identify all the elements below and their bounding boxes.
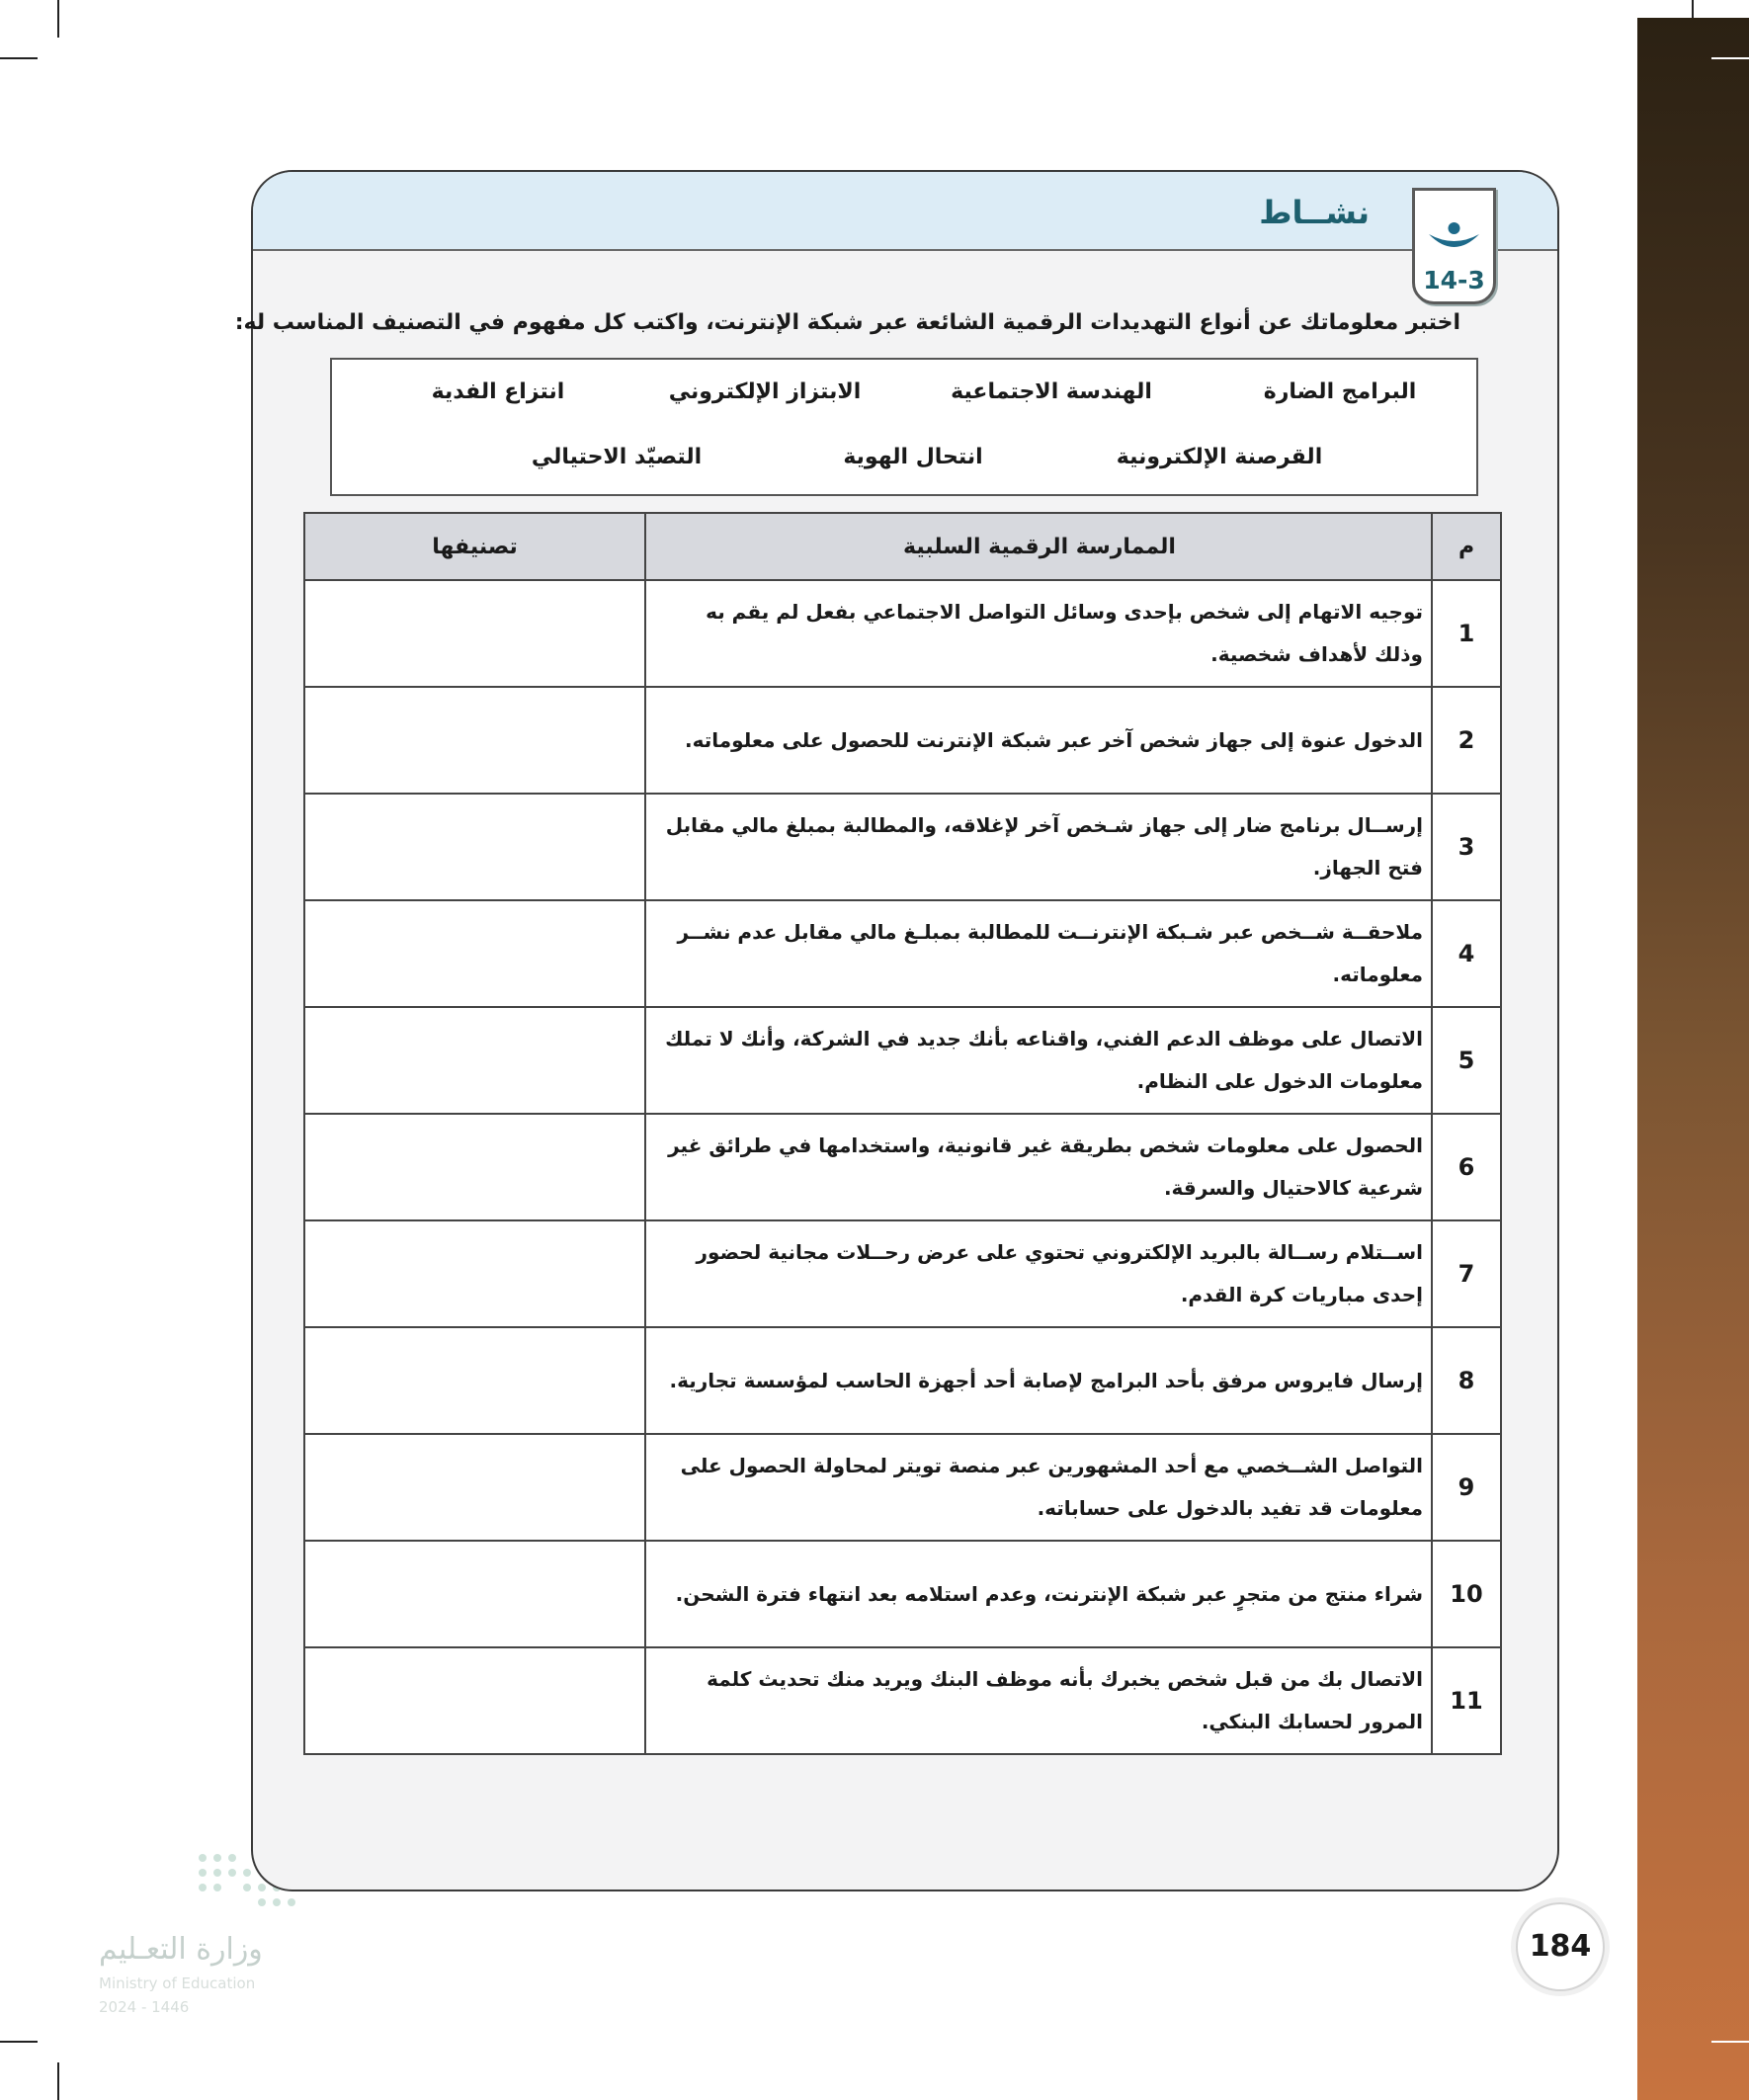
row-practice: توجيه الاتهام إلى شخص بإحدى وسائل التواصل الاجتماعي بفعل لم يقم به وذلك لأهداف شخصية. <box>645 580 1432 687</box>
table-row <box>304 794 1501 900</box>
row-number: 10 <box>1432 1541 1501 1647</box>
row-classification-cell[interactable] <box>304 1007 645 1114</box>
activity-header <box>253 172 1557 251</box>
term-item: الهندسة الاجتماعية <box>951 379 1152 404</box>
crop-mark <box>57 2062 59 2100</box>
crop-mark <box>0 2041 38 2043</box>
row-practice: إرســال برنامج ضار إلى جهاز شـخص آخر لإغلاقه، والمطالبة بمبلغ مالي مقابل فتح الجهاز. <box>645 794 1432 900</box>
term-item: انتزاع الفدية <box>431 379 565 404</box>
table-row <box>304 900 1501 1007</box>
row-classification-cell[interactable] <box>304 1541 645 1647</box>
row-number: 7 <box>1432 1220 1501 1327</box>
row-classification-cell[interactable] <box>304 900 645 1007</box>
row-practice: ملاحقــة شــخص عبر شـبكة الإنترنــت للمطالبة بمبلـغ مالي مقابل عدم نشــر معلوماته. <box>645 900 1432 1007</box>
row-practice: اســتلام رســالة بالبريد الإلكتروني تحتوي على عرض رحــلات مجانية لحضور إحدى مباريات كرة القدم. <box>645 1220 1432 1327</box>
row-number: 3 <box>1432 794 1501 900</box>
crop-mark <box>1711 2041 1749 2043</box>
term-item: انتحال الهوية <box>843 445 983 469</box>
row-classification-cell[interactable] <box>304 1647 645 1754</box>
activity-number: 14-3 <box>1423 266 1485 294</box>
activity-instruction: اختبر معلوماتك عن أنواع التهديدات الرقمية الشائعة عبر شبكة الإنترنت، واكتب كل مفهوم في التصنيف المناسب له: <box>234 310 1460 335</box>
row-number: 2 <box>1432 687 1501 794</box>
header-practice: الممارسة الرقمية السلبية <box>645 513 1432 580</box>
activity-badge <box>1412 188 1496 304</box>
table-row <box>304 1007 1501 1114</box>
term-item: القرصنة الإلكترونية <box>1116 445 1323 469</box>
decorative-side-strip <box>1637 18 1749 2100</box>
row-number: 1 <box>1432 580 1501 687</box>
row-number: 8 <box>1432 1327 1501 1434</box>
crop-mark <box>57 0 59 38</box>
page-number: 184 <box>1516 1902 1605 1991</box>
row-number: 4 <box>1432 900 1501 1007</box>
watermark-year: 2024 - 1446 <box>99 1998 190 2016</box>
row-classification-cell[interactable] <box>304 1434 645 1541</box>
header-num: م <box>1432 513 1501 580</box>
row-classification-cell[interactable] <box>304 687 645 794</box>
term-item: الابتزاز الإلكتروني <box>668 379 862 404</box>
crop-mark <box>1711 57 1749 59</box>
term-item: البرامج الضارة <box>1263 379 1417 404</box>
table-row <box>304 1434 1501 1541</box>
row-number: 11 <box>1432 1647 1501 1754</box>
row-practice: الدخول عنوة إلى جهاز شخص آخر عبر شبكة الإنترنت للحصول على معلوماته. <box>645 687 1432 794</box>
row-number: 5 <box>1432 1007 1501 1114</box>
activity-title: نشــاط <box>1259 194 1370 231</box>
table-row <box>304 1327 1501 1434</box>
row-practice: الحصول على معلومات شخص بطريقة غير قانونية، واستخدامها في طرائق غير شرعية كالاحتيال والسرقة. <box>645 1114 1432 1220</box>
term-item: التصيّد الاحتيالي <box>531 445 703 469</box>
table-row <box>304 1220 1501 1327</box>
table-row <box>304 1114 1501 1220</box>
row-practice: الاتصال على موظف الدعم الفني، واقناعه بأنك جديد في الشركة، وأنك لا تملك معلومات الدخول على النظام. <box>645 1007 1432 1114</box>
table-row <box>304 1647 1501 1754</box>
watermark-arabic: وزارة التعـليم <box>99 1932 263 1967</box>
row-classification-cell[interactable] <box>304 1327 645 1434</box>
terms-box <box>330 358 1478 496</box>
table-row <box>304 687 1501 794</box>
row-practice: الاتصال بك من قبل شخص يخبرك بأنه موظف البنك ويريد منك تحديث كلمة المرور لحسابك البنكي. <box>645 1647 1432 1754</box>
table-row <box>304 1541 1501 1647</box>
table-header-row <box>304 513 1501 580</box>
practices-table <box>303 512 1502 1755</box>
person-icon <box>1427 220 1481 260</box>
table-row <box>304 580 1501 687</box>
row-classification-cell[interactable] <box>304 580 645 687</box>
row-practice: شراء منتج من متجرٍ عبر شبكة الإنترنت، وعدم استلامه بعد انتهاء فترة الشحن. <box>645 1541 1432 1647</box>
row-number: 9 <box>1432 1434 1501 1541</box>
row-classification-cell[interactable] <box>304 1220 645 1327</box>
header-classification: تصنيفها <box>304 513 645 580</box>
watermark-english: Ministry of Education <box>99 1974 256 1992</box>
row-practice: إرسال فايروس مرفق بأحد البرامج لإصابة أحد أجهزة الحاسب لمؤسسة تجارية. <box>645 1327 1432 1434</box>
crop-mark <box>0 57 38 59</box>
row-classification-cell[interactable] <box>304 1114 645 1220</box>
row-practice: التواصل الشــخصي مع أحد المشهورين عبر منصة تويتر لمحاولة الحصول على معلومات قد تفيد بالدخول على حساباته. <box>645 1434 1432 1541</box>
row-classification-cell[interactable] <box>304 794 645 900</box>
row-number: 6 <box>1432 1114 1501 1220</box>
